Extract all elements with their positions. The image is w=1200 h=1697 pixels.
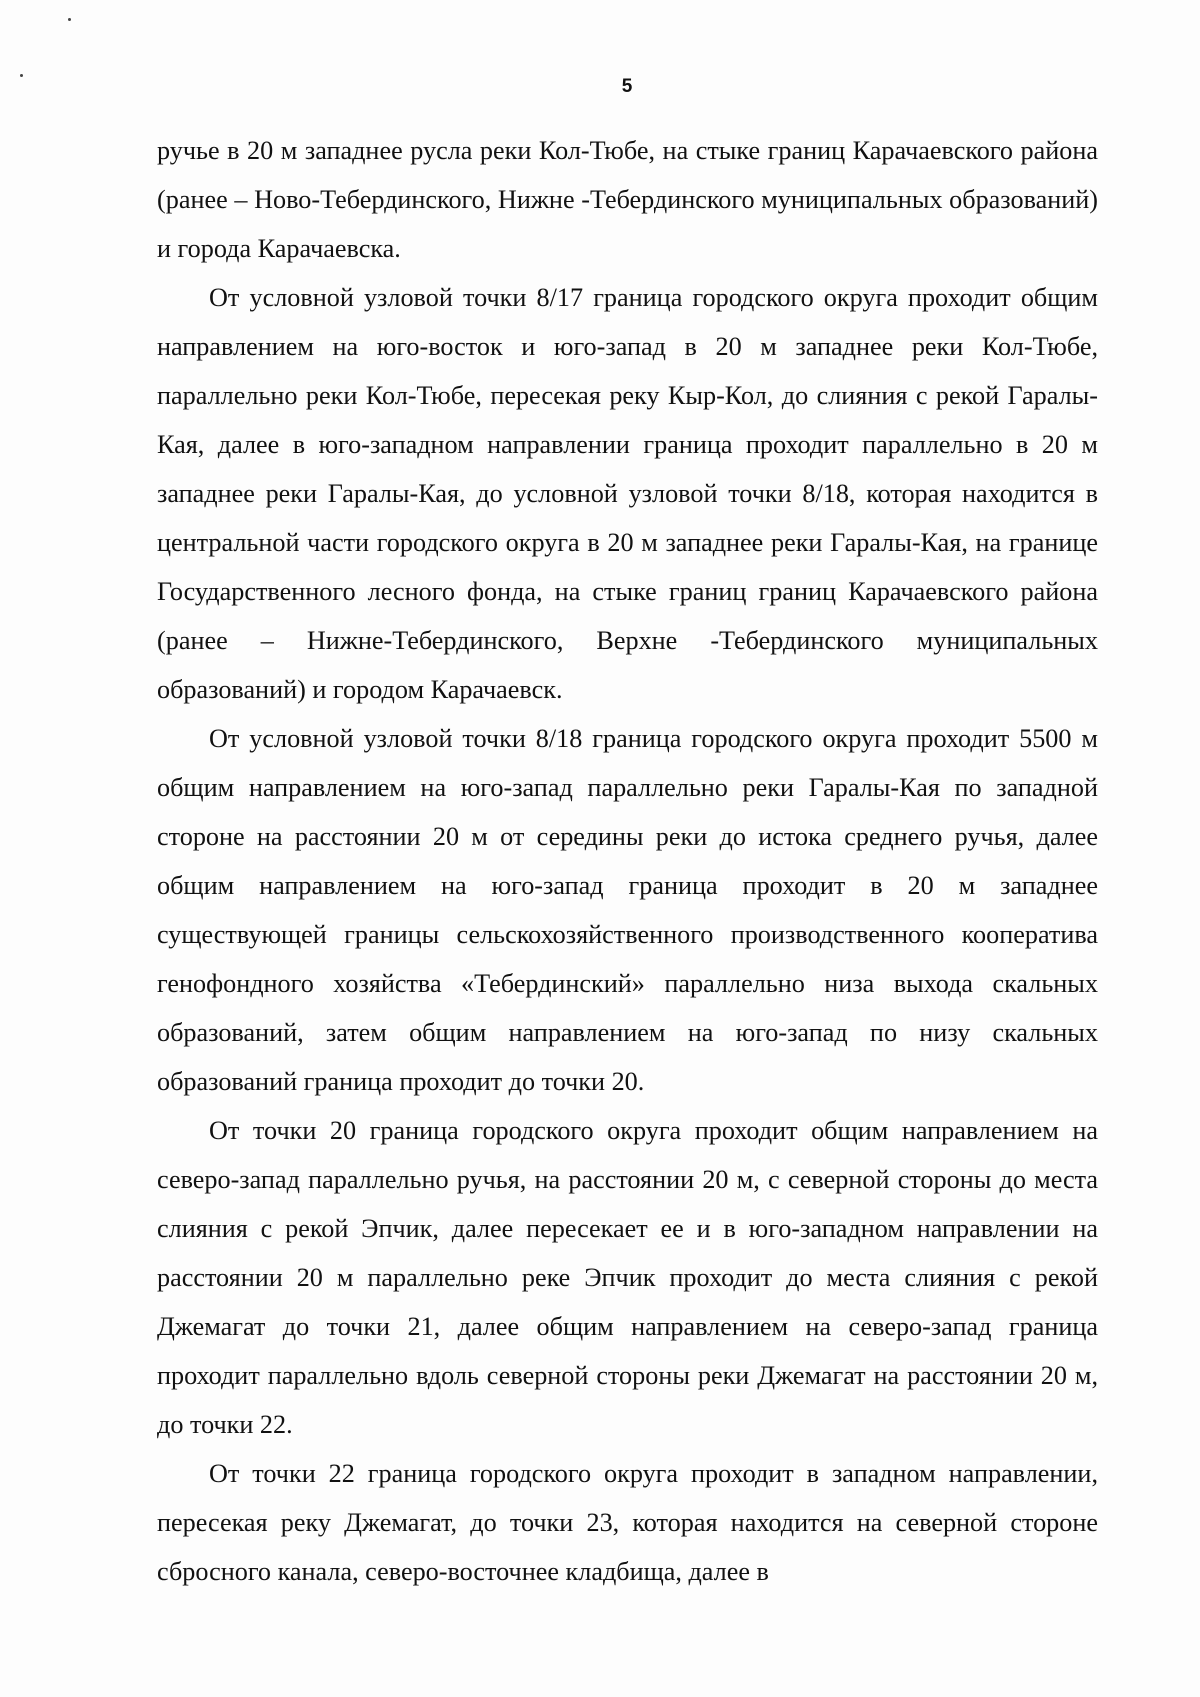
paragraph: От условной узловой точки 8/17 граница городского округа проходит общим направлением на юго-восток и юго-запад в 20 м западнее реки Кол-Тюбе, параллельно реки Кол-Тюбе, пересекая реку Кыр-Кол, до слияния с рекой Гаралы-Кая, далее в юго-западном направлении граница проходит параллельно в 20 м западнее реки Гаралы-Кая, до условной узловой точки 8/18, которая находится в центральной части городского округа в 20 м западнее реки Гаралы-Кая, на границе Государственного лесного фонда, на стыке границ границ Карачаевского района (ранее – Нижне-Тебердинского, Верхне -Тебердинского муниципальных образований) и городом Карачаевск. [157,283,1098,704]
scan-speck [68,18,71,21]
paragraph: ручье в 20 м западнее русла реки Кол-Тюбе, на стыке границ Карачаевского района (ранее – Ново-Тебердинского, Нижне -Тебердинского муниципальных образований) и города Карачаевска. [157,136,1098,263]
paragraph: От точки 22 граница городского округа проходит в западном направлении, пересекая реку Джемагат, до точки 23, которая находится на северной стороне сбросного канала, северо-восточнее кладбища, далее в [157,1459,1098,1586]
paragraph: От условной узловой точки 8/18 граница городского округа проходит 5500 м общим направлением на юго-запад параллельно реки Гаралы-Кая по западной стороне на расстоянии 20 м от середины реки до истока среднего ручья, далее общим направлением на юго-запад граница проходит в 20 м западнее существующей границы сельскохозяйственного производственного кооператива генофондного хозяйства «Тебердинский» параллельно низа выхода скальных образований, затем общим направлением на юго-запад по низу скальных образований граница проходит до точки 20. [157,724,1098,1096]
page-number: 5 [621,76,633,97]
document-body [157,126,1098,1596]
paragraph: От точки 20 граница городского округа проходит общим направлением на северо-запад параллельно ручья, на расстоянии 20 м, с северной стороны до места слияния с рекой Эпчик, далее пересекает ее и в юго-западном направлении на расстоянии 20 м параллельно реке Эпчик проходит до места слияния с рекой Джемагат до точки 21, далее общим направлением на северо-запад граница проходит параллельно вдоль северной стороны реки Джемагат на расстоянии 20 м, до точки 22. [157,1116,1098,1439]
